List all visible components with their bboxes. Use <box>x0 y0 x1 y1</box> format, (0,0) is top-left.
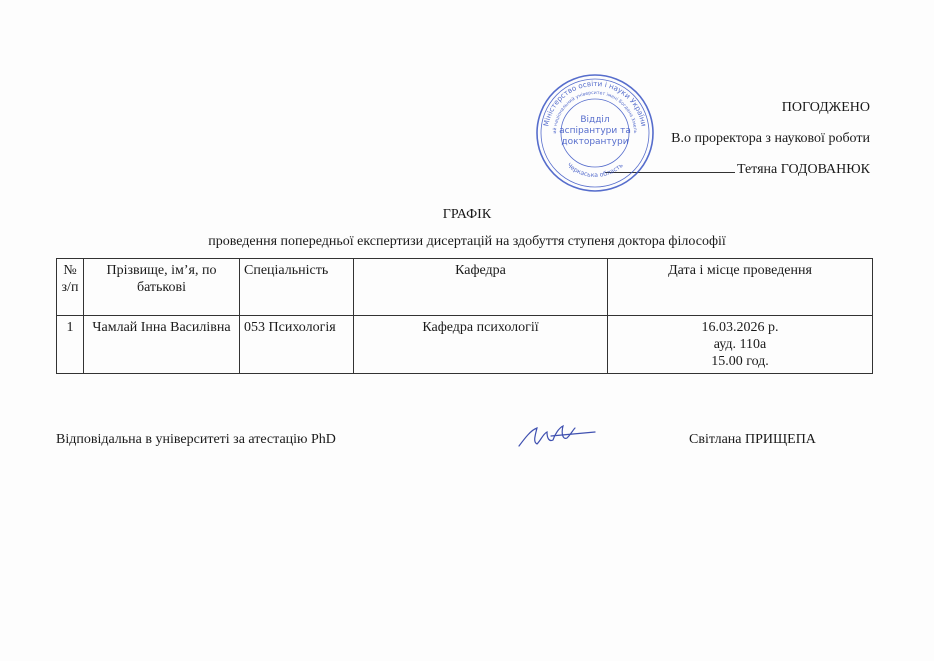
cell-room: ауд. 110а <box>713 337 767 352</box>
handwritten-signature <box>515 416 599 456</box>
document-subtitle: проведення попередньої експертизи дисертацій на здобуття ступеня доктора філософії <box>208 234 726 249</box>
cell-department: Кафедра психології <box>354 316 608 374</box>
stamp-center-line3: докторантури <box>561 137 629 147</box>
cell-name: Чамлай Інна Василівна <box>84 316 240 374</box>
stamp-seal <box>530 70 660 196</box>
table-row <box>57 316 873 374</box>
approval-name: Тетяна ГОДОВАНЮК <box>736 162 870 177</box>
stamp-ring-middle: ий національний університет імені Богдана Хмель <box>552 90 638 134</box>
stamp-ring-top: Міністерство освіти і науки України <box>541 78 649 128</box>
cell-date-place <box>608 316 873 374</box>
footer-name: Світлана ПРИЩЕПА <box>689 432 816 447</box>
document-title: ГРАФІК <box>442 207 492 222</box>
cell-specialty: 053 Психологія <box>240 316 354 374</box>
cell-number: 1 <box>57 316 84 374</box>
svg-text:Черкаська область <box>565 162 624 179</box>
cell-date: 16.03.2026 р. <box>701 320 779 335</box>
stamp-center-line1: Відділ <box>580 115 610 125</box>
cell-time: 15.00 год. <box>711 354 769 369</box>
header-date-place: Дата і місце проведення <box>608 259 873 316</box>
header-number: № з/п <box>57 259 84 316</box>
approval-heading: ПОГОДЖЕНО <box>781 100 870 115</box>
header-specialty: Спеціальність <box>240 259 354 316</box>
approval-position: В.о проректора з наукової роботи <box>671 131 870 146</box>
footer-role: Відповідальна в університеті за атестацію PhD <box>56 432 336 447</box>
stamp-ring-bottom: Черкаська область <box>565 161 625 180</box>
header-name: Прізвище, ім’я, по батькові <box>84 259 240 316</box>
header-department: Кафедра <box>354 259 608 316</box>
stamp-center-line2: аспірантури та <box>559 126 631 136</box>
table-header-row <box>57 259 873 316</box>
schedule-table <box>56 258 873 374</box>
